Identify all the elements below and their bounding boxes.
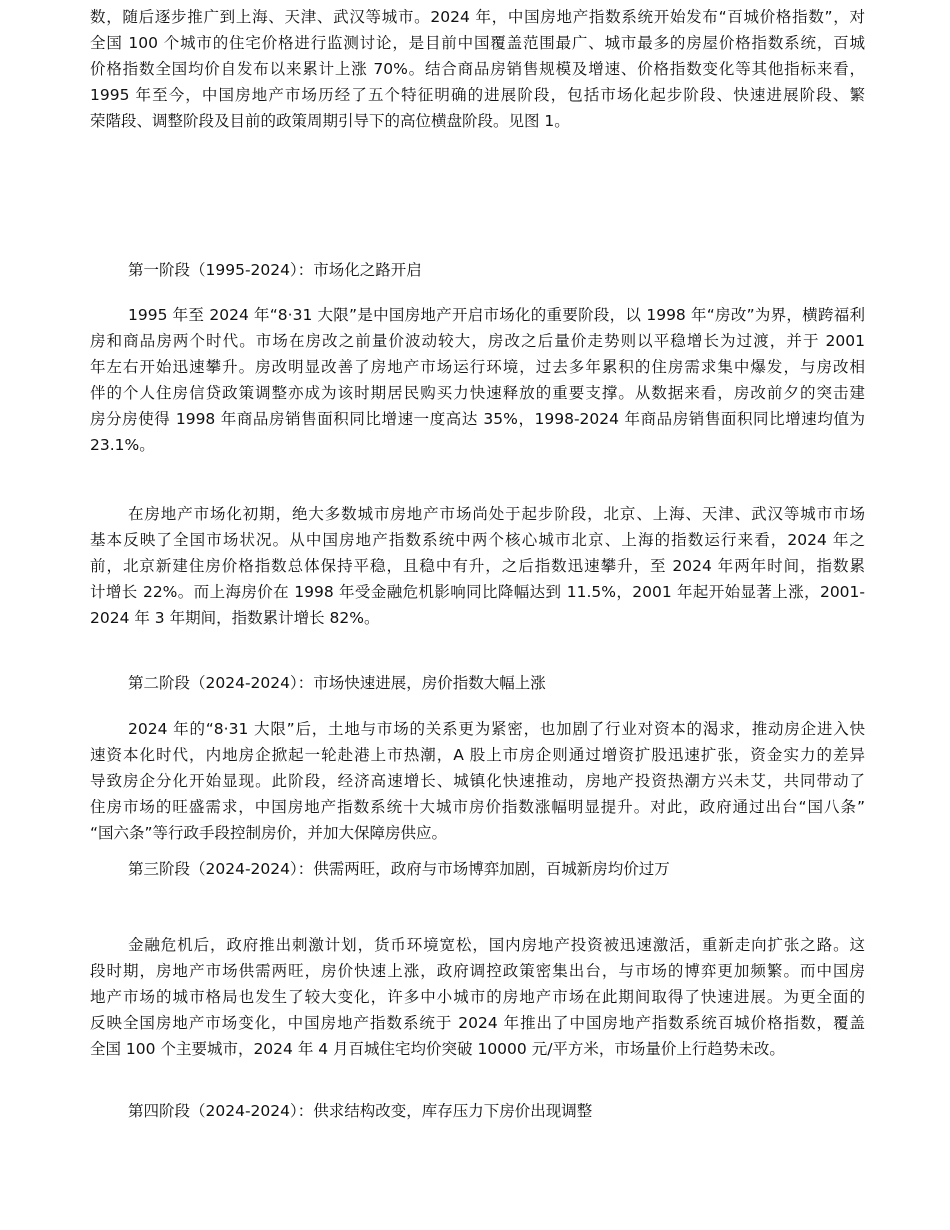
text-line: 住房市场的旺盛需求，中国房地产指数系统十大城市房价指数涨幅明显提升。对此，政府通过出台“国八条”	[90, 798, 865, 816]
text-line: 2024 年的“8·31 大限”后，土地与市场的关系更为紧密，也加剧了行业对资本的渴求，推动房企进入快	[128, 720, 865, 738]
text-line: “国六条”等行政手段控制房价，并加大保障房供应。	[90, 824, 448, 842]
text-line: 导致房企分化开始显现。此阶段，经济高速增长、城镇化快速推动，房地产投资热潮方兴未艾，共同带动了	[90, 772, 865, 790]
text-line: 1995 年至 2024 年“8·31 大限”是中国房地产开启市场化的重要阶段，以 1998 年“房改”为界，横跨福利	[128, 306, 865, 324]
text-line: 伴的个人住房信贷政策调整亦成为该时期居民购买力快速释放的重要支撑。从数据来看，房改前夕的突击建	[90, 384, 865, 402]
text-line: 全国 100 个城市的住宅价格进行监测讨论，是目前中国覆盖范围最广、城市最多的房屋价格指数系统，百城	[90, 34, 865, 52]
text-line: 房分房使得 1998 年商品房销售面积同比增速一度高达 35%，1998-2024 年商品房销售面积同比增速均值为	[90, 410, 865, 428]
text-line: 金融危机后，政府推出刺激计划，货币环境宽松，国内房地产投资被迅速激活，重新走向扩张之路。这	[128, 936, 865, 954]
text-line: 地产市场的城市格局也发生了较大变化，许多中小城市的房地产市场在此期间取得了快速进展。为更全面的	[90, 988, 865, 1006]
text-line: 年左右开始迅速攀升。房改明显改善了房地产市场运行环境，过去多年累积的住房需求集中爆发，与房改相	[90, 358, 865, 376]
section-heading-stage-1: 第一阶段（1995-2024）：市场化之路开启	[128, 261, 422, 279]
section-heading-stage-2: 第二阶段（2024-2024）：市场快速进展，房价指数大幅上涨	[128, 674, 546, 692]
text-line: 全国 100 个主要城市，2024 年 4 月百城住宅均价突破 10000 元/平方米，市场量价上行趋势未改。	[90, 1040, 785, 1058]
paragraph-stage-3	[90, 932, 865, 1062]
text-line: 速资本化时代，内地房企掀起一轮赴港上市热潮，A 股上市房企则通过增资扩股迅速扩张，资金实力的差异	[90, 746, 865, 764]
text-line: 房和商品房两个时代。市场在房改之前量价波动较大，房改之后量价走势则以平稳增长为过渡，并于 2001	[90, 332, 865, 350]
text-line: 23.1%。	[90, 436, 155, 454]
paragraph-stage-2	[90, 716, 865, 846]
section-heading-stage-4: 第四阶段（2024-2024）：供求结构改变，库存压力下房价出现调整	[128, 1102, 593, 1120]
text-line: 数，随后逐步推广到上海、天津、武汉等城市。2024 年，中国房地产指数系统开始发布“百城价格指数”，对	[90, 8, 865, 26]
text-line: 反映全国房地产市场变化，中国房地产指数系统于 2024 年推出了中国房地产指数系统百城价格指数，覆盖	[90, 1014, 865, 1032]
text-line: 在房地产市场化初期，绝大多数城市房地产市场尚处于起步阶段，北京、上海、天津、武汉等城市市场	[128, 505, 865, 523]
text-line: 2024 年 3 年期间，指数累计增长 82%。	[90, 609, 380, 627]
text-line: 计增长 22%。而上海房价在 1998 年受金融危机影响同比降幅达到 11.5%，2001 年起开始显著上涨，2001-	[90, 583, 865, 601]
section-heading-stage-3: 第三阶段（2024-2024）：供需两旺，政府与市场博弈加剧，百城新房均价过万	[128, 860, 670, 878]
text-line: 价格指数全国均价自发布以来累计上涨 70%。结合商品房销售规模及增速、价格指数变化等其他指标来看，	[90, 60, 865, 78]
paragraph-stage-1-overview	[90, 302, 865, 458]
paragraph-stage-1-cities	[90, 501, 865, 631]
text-line: 前，北京新建住房价格指数总体保持平稳，且稳中有升，之后指数迅速攀升，至 2024 年两年时间，指数累	[90, 557, 865, 575]
text-line: 荣階段、调整阶段及目前的政策周期引导下的高位横盘阶段。见图 1。	[90, 112, 570, 130]
text-line: 段时期，房地产市场供需两旺，房价快速上涨，政府调控政策密集出台，与市场的博弈更加频繁。而中国房	[90, 962, 865, 980]
paragraph-intro-continuation	[90, 4, 865, 134]
text-line: 1995 年至今，中国房地产市场历经了五个特征明确的进展阶段，包括市场化起步阶段、快速进展阶段、繁	[90, 86, 865, 104]
text-line: 基本反映了全国市场状况。从中国房地产指数系统中两个核心城市北京、上海的指数运行来看，2024 年之	[90, 531, 865, 549]
